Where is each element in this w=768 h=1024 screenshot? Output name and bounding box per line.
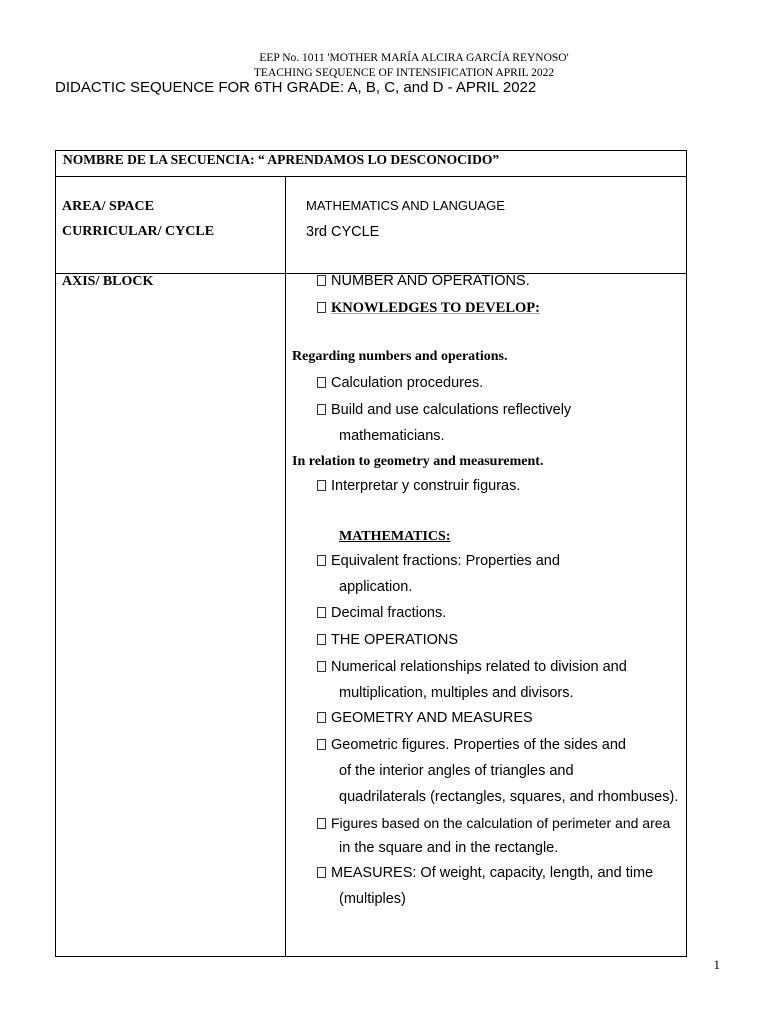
item-text: KNOWLEDGES TO DEVELOP: [331, 300, 540, 316]
list-item [317, 632, 458, 648]
item-continuation: mathematicians. [339, 428, 445, 444]
list-item [317, 478, 520, 494]
checkbox-bullet-icon [317, 607, 326, 618]
list-item [317, 553, 560, 569]
item-text: Equivalent fractions: Properties and [331, 553, 560, 569]
checkbox-bullet-icon [317, 302, 326, 313]
title-row [55, 150, 687, 177]
item-text: Calculation procedures. [331, 375, 484, 391]
list-item [317, 815, 670, 831]
checkbox-bullet-icon [317, 712, 326, 723]
column-divider [285, 176, 286, 957]
page-number: 1 [713, 957, 720, 972]
item-text: Numerical relationships related to division and [331, 659, 627, 675]
cycle-value: 3rd CYCLE [306, 224, 380, 240]
checkbox-bullet-icon [317, 377, 326, 388]
list-item [317, 273, 530, 289]
checkbox-bullet-icon [317, 480, 326, 491]
sequence-title: NOMBRE DE LA SECUENCIA: “ APRENDAMOS LO DESCONOCIDO” [63, 152, 500, 167]
item-text: THE OPERATIONS [331, 632, 459, 648]
item-text: Build and use calculations reflectively [331, 402, 572, 418]
area-value: MATHEMATICS AND LANGUAGE [306, 198, 505, 213]
checkbox-bullet-icon [317, 634, 326, 645]
math-heading: MATHEMATICS: [339, 529, 451, 544]
list-item [317, 375, 483, 391]
item-continuation: of the interior angles of triangles and [339, 763, 574, 779]
item-continuation: quadrilaterals (rectangles, squares, and rhombuses). [339, 789, 679, 805]
list-item [317, 605, 446, 621]
checkbox-bullet-icon [317, 867, 326, 878]
item-text: MEASURES: Of weight, capacity, length, and time [331, 865, 654, 881]
item-continuation: in the square and in the rectangle. [339, 840, 559, 856]
checkbox-bullet-icon [317, 555, 326, 566]
checkbox-bullet-icon [317, 739, 326, 750]
area-label: AREA/ SPACE [62, 199, 154, 214]
list-item [317, 300, 540, 317]
section-heading: In relation to geometry and measurement. [292, 454, 544, 469]
list-item [317, 865, 653, 881]
checkbox-bullet-icon [317, 404, 326, 415]
item-text: NUMBER AND OPERATIONS. [331, 273, 530, 289]
item-continuation: (multiples) [339, 891, 406, 907]
list-item [317, 710, 533, 726]
list-item [317, 659, 627, 675]
didactic-header: DIDACTIC SEQUENCE FOR 6TH GRADE: A, B, C, and D - APRIL 2022 [55, 79, 537, 96]
section-heading: Regarding numbers and operations. [292, 349, 508, 364]
list-item [317, 402, 571, 418]
list-item [317, 737, 626, 753]
checkbox-bullet-icon [317, 818, 326, 829]
cycle-label: CURRICULAR/ CYCLE [62, 224, 215, 239]
item-text: Geometric figures. Properties of the sides and [331, 737, 626, 753]
item-text: Interpretar y construir figuras. [331, 478, 521, 494]
item-text: Figures based on the calculation of perimeter and area [331, 815, 671, 831]
item-text: GEOMETRY AND MEASURES [331, 710, 533, 726]
checkbox-bullet-icon [317, 661, 326, 672]
checkbox-bullet-icon [317, 275, 326, 286]
axis-label: AXIS/ BLOCK [62, 274, 154, 289]
school-header: EEP No. 1011 'MOTHER MARÍA ALCIRA GARCÍA REYNOSO' [259, 52, 569, 64]
item-text: Decimal fractions. [331, 605, 447, 621]
item-continuation: multiplication, multiples and divisors. [339, 685, 574, 701]
sequence-header: TEACHING SEQUENCE OF INTENSIFICATION APRIL 2022 [253, 67, 555, 79]
item-continuation: application. [339, 579, 413, 595]
